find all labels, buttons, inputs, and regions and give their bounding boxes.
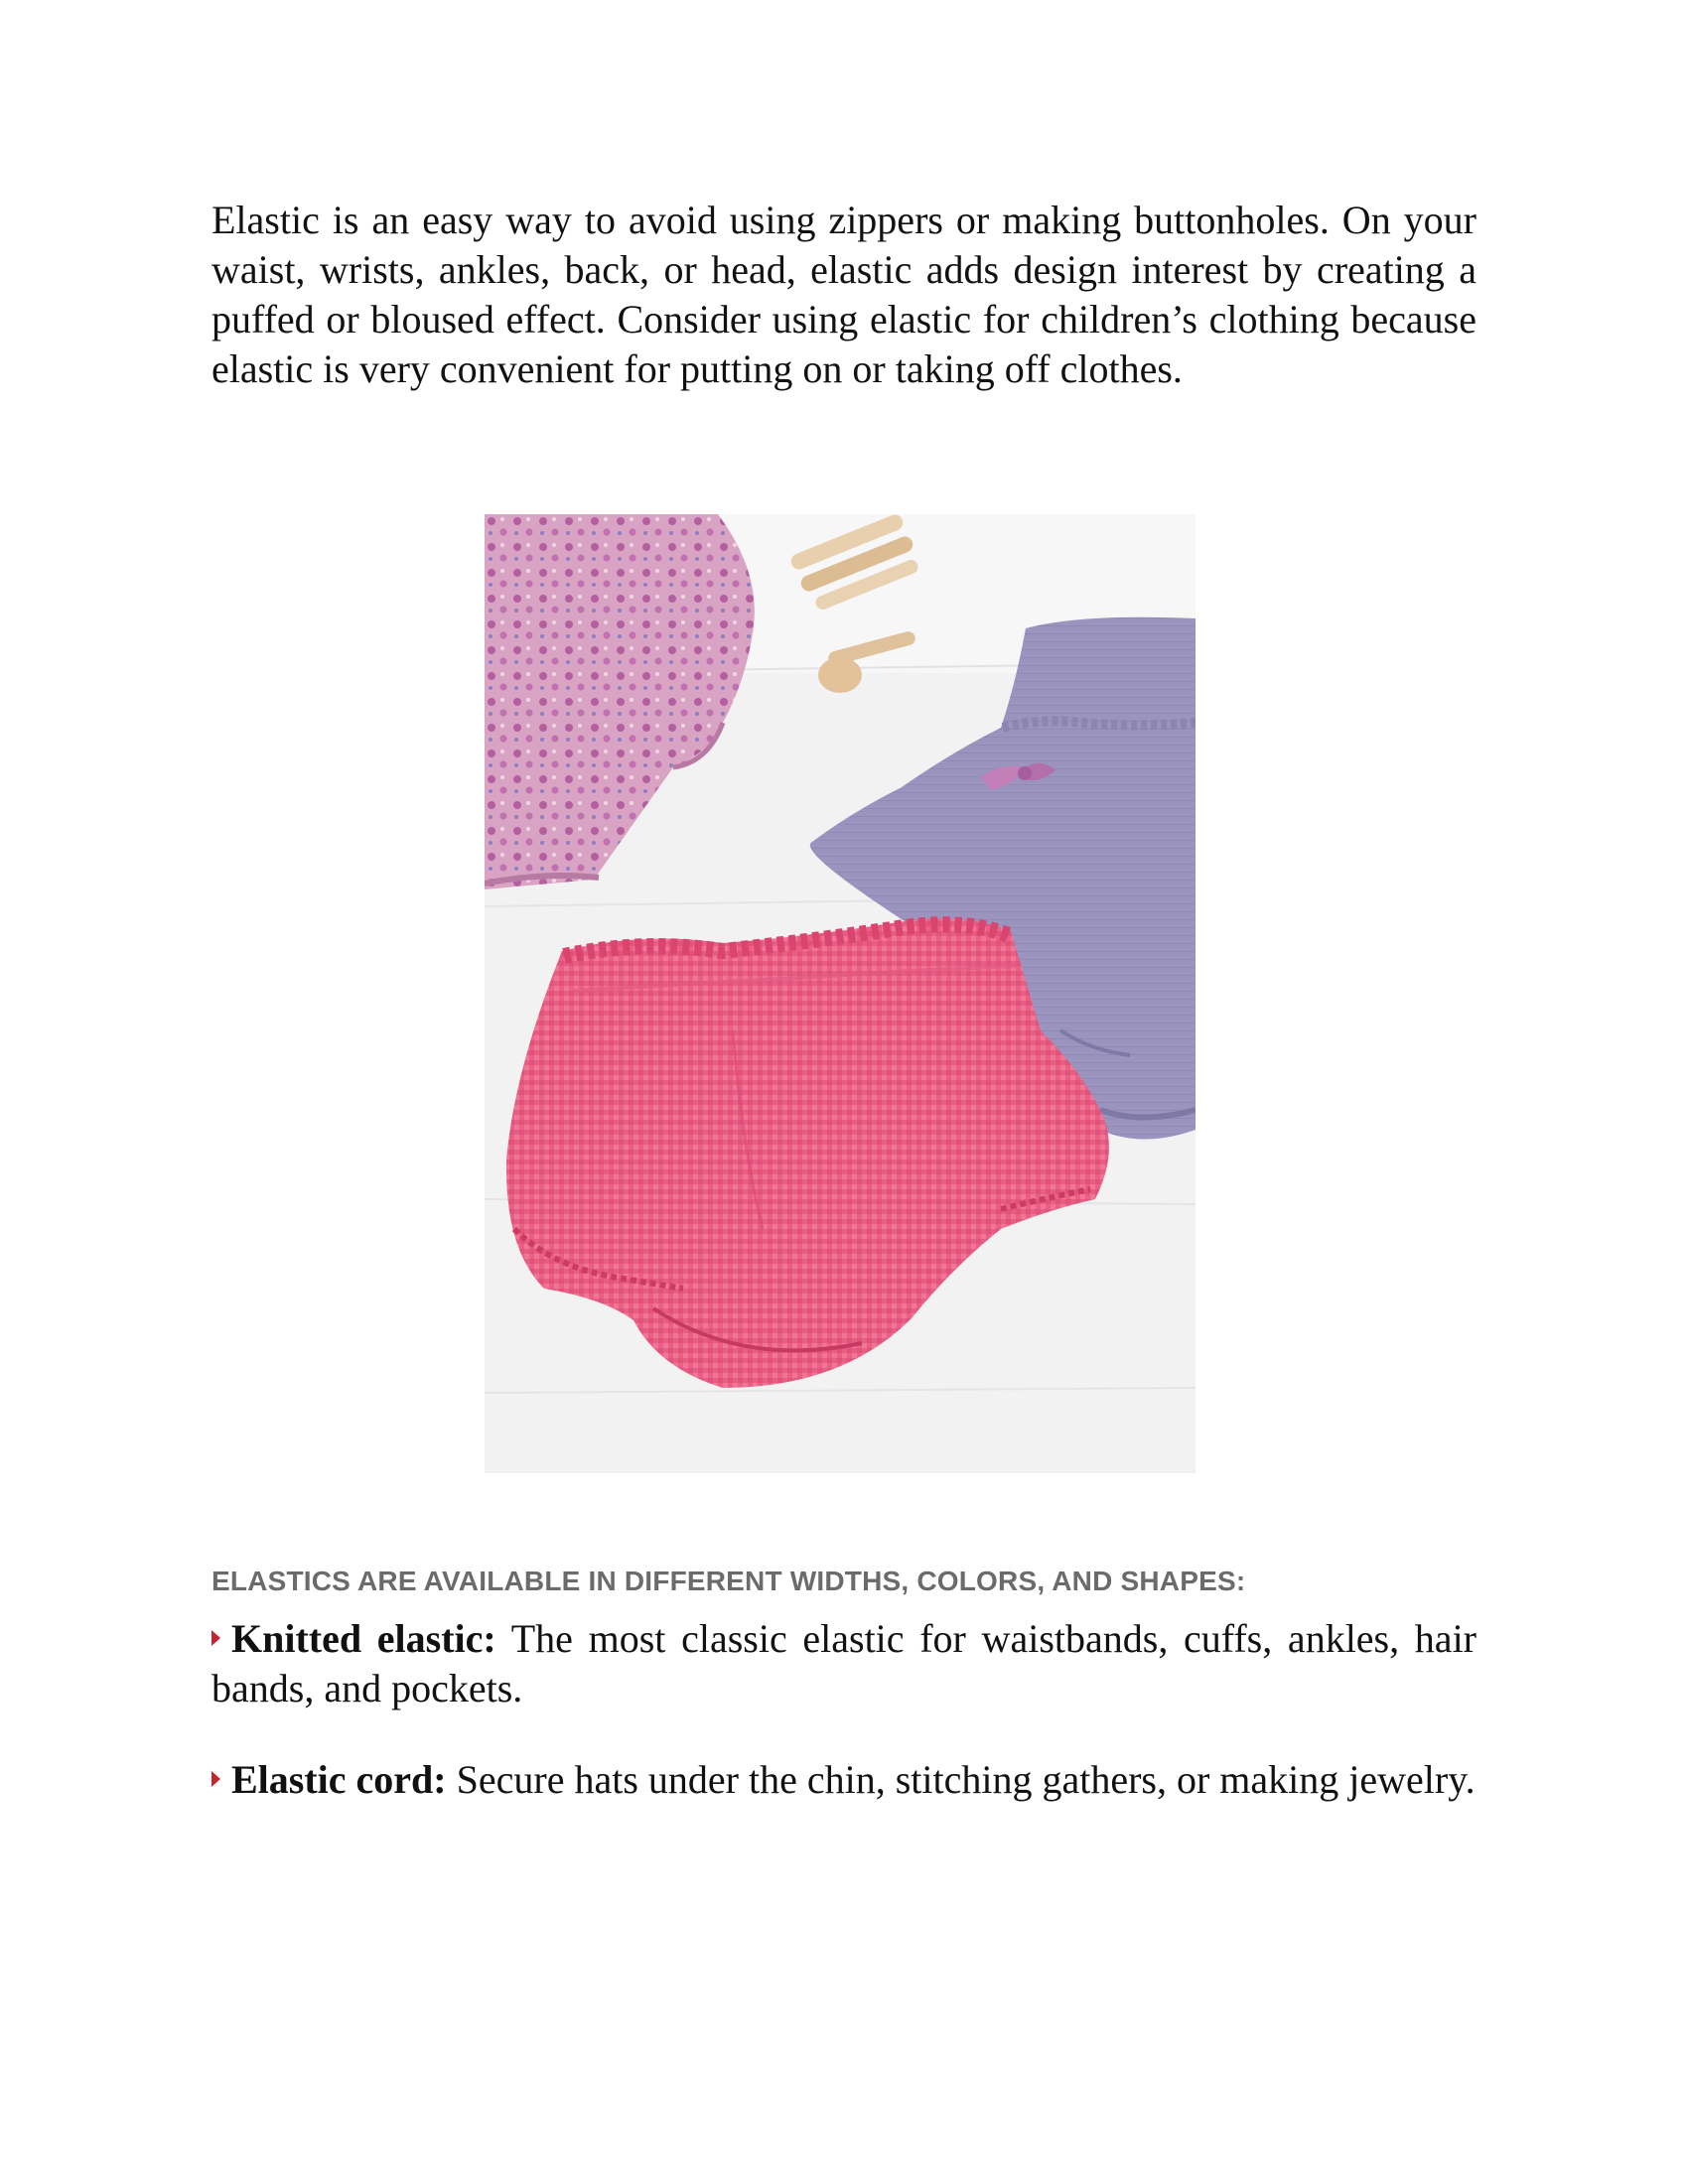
elastic-types-list: [211, 1614, 1477, 1846]
term-elastic-cord: Elastic cord:: [231, 1757, 447, 1802]
intro-paragraph: Elastic is an easy way to avoid using zippers or making buttonholes. On your waist, wrists, ankles, back, or head, elastic adds design interest by creating a puffed or bloused effect. Consider using elastic for children’s clothing because elastic is very convenient for putting on or taking off clothes.: [211, 198, 1477, 391]
triangle-bullet-icon: [211, 1771, 220, 1787]
bloomers-photo: [485, 514, 1196, 1473]
section-heading: ELASTICS ARE AVAILABLE IN DIFFERENT WIDTHS, COLORS, AND SHAPES:: [211, 1566, 1246, 1596]
bloomers-illustration: [485, 514, 1196, 1473]
list-item-knitted-elastic: [211, 1614, 1477, 1713]
description-knitted-elastic: The most classic elastic for waistbands, cuffs, ankles, hair bands, and pockets.: [211, 1616, 1477, 1710]
term-knitted-elastic: Knitted elastic:: [231, 1616, 496, 1661]
list-item-elastic-cord: [211, 1755, 1477, 1805]
triangle-bullet-icon: [211, 1630, 220, 1646]
description-elastic-cord: Secure hats under the chin, stitching gathers, or making jewelry.: [456, 1757, 1476, 1802]
